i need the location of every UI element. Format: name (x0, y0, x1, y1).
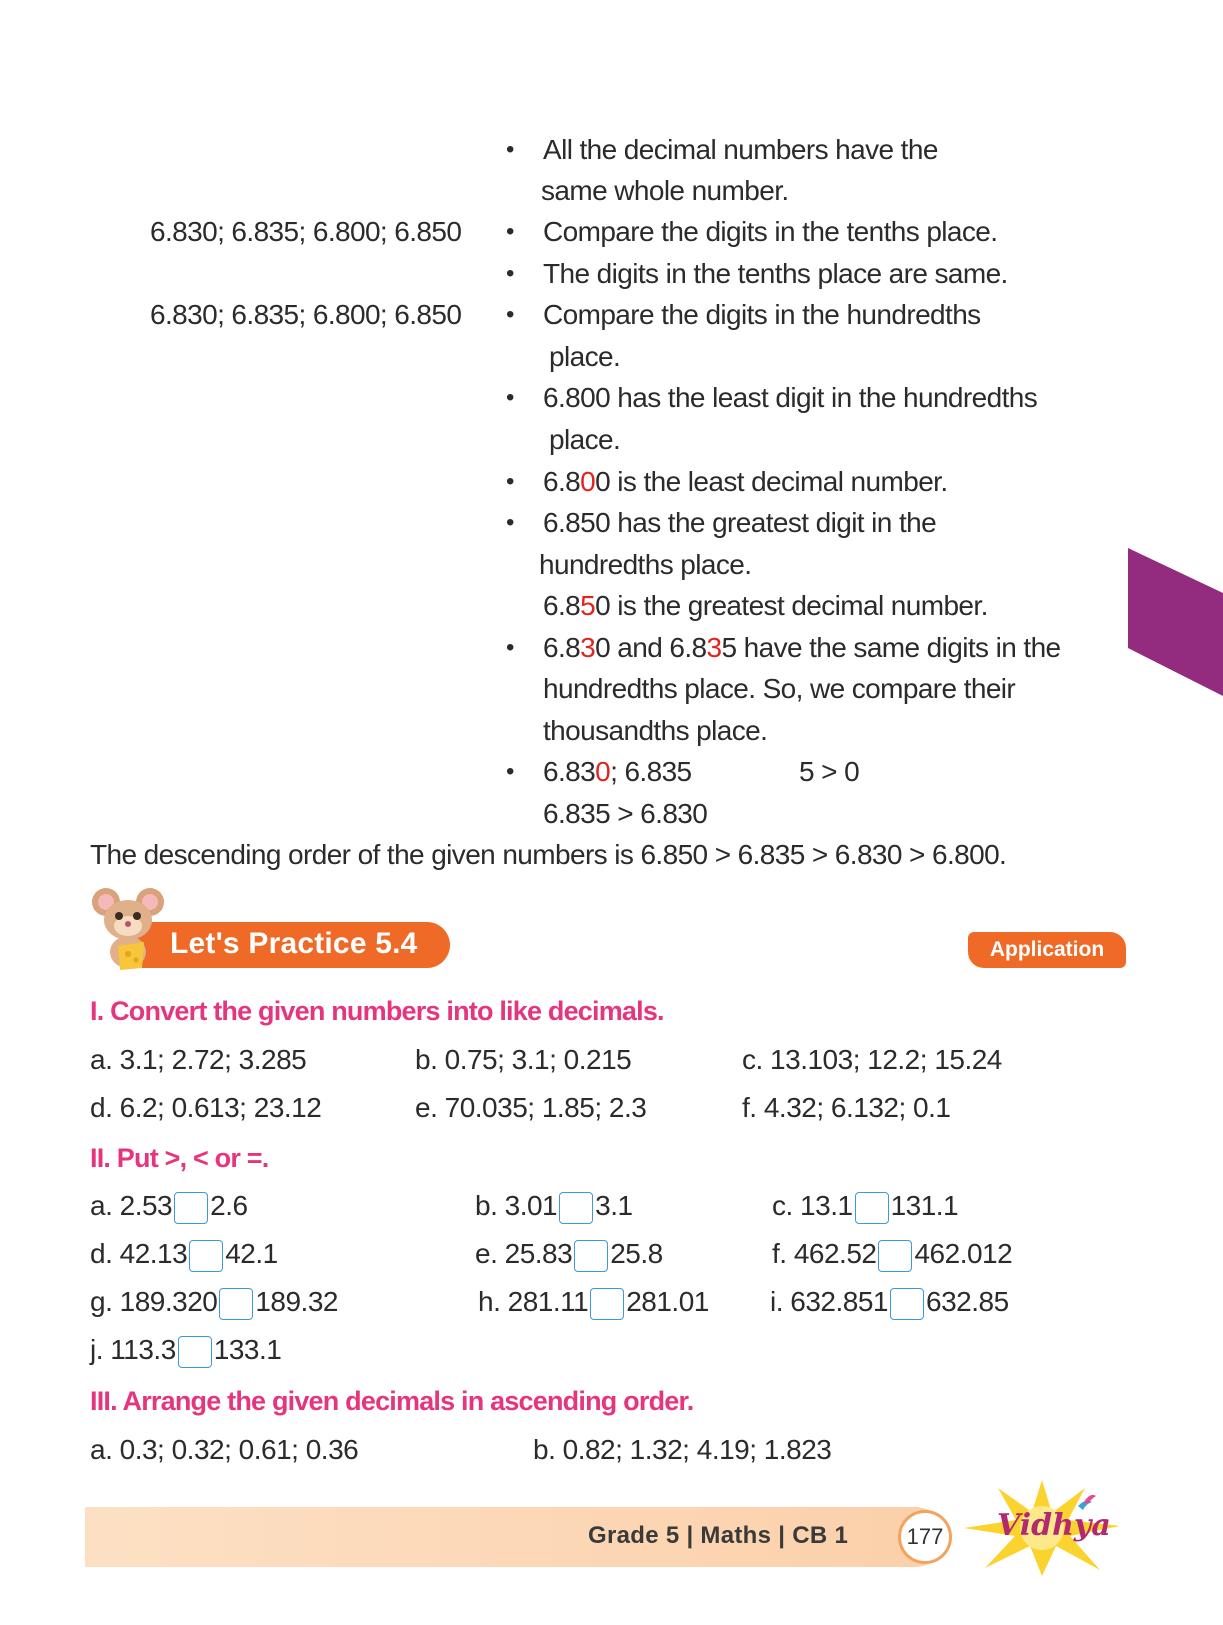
bullet-text: Compare the digits in the tenths place. (543, 216, 998, 247)
vidhya-logo-text: Vidhya (997, 1508, 1111, 1543)
conclusion-text: The descending order of the given numbers is 6.850 > 6.835 > 6.830 > 6.800. (90, 839, 1007, 870)
bullet-dot: • (506, 260, 515, 287)
bullet-dot: • (506, 218, 515, 245)
comparison-item: a. 2.53 2.6 (90, 1188, 248, 1224)
chapter-side-tab (1128, 548, 1223, 696)
bullet-text: same whole number. (541, 175, 789, 206)
list-item: a. 0.3; 0.32; 0.61; 0.36 (90, 1434, 359, 1465)
comparison-item: i. 632.851 632.85 (770, 1284, 1009, 1320)
comparison-text: 5 > 0 (799, 756, 860, 787)
bullet-dot: • (506, 301, 515, 328)
comparison-item: g. 189.320 189.32 (90, 1284, 338, 1320)
bullet-text: The digits in the tenths place are same. (543, 258, 1008, 289)
bullet-dot: • (506, 468, 515, 495)
bullet-dot: • (506, 758, 515, 785)
practice-banner (120, 922, 450, 968)
answer-box[interactable] (178, 1336, 212, 1368)
bullet-text: 6.800 has the least digit in the hundredths (543, 382, 1038, 413)
comparison-item: f. 462.52 462.012 (772, 1236, 1012, 1272)
bullet-dot: • (506, 634, 515, 661)
section-2-heading: II. Put >, < or =. (90, 1143, 269, 1173)
answer-box[interactable] (878, 1240, 912, 1272)
number-list-2: 6.830; 6.835; 6.800; 6.850 (150, 299, 462, 330)
footer-text: Grade 5 | Maths | CB 1 (588, 1522, 849, 1549)
bullet-text: 6.850 is the greatest decimal number. (543, 590, 988, 621)
bullet-text: place. (549, 424, 621, 455)
bullet-text: All the decimal numbers have the (543, 134, 938, 165)
bullet-dot: • (506, 136, 515, 163)
section-3-heading: III. Arrange the given decimals in ascending order. (90, 1386, 694, 1416)
comparison-item: c. 13.1 131.1 (772, 1188, 958, 1224)
comparison-item: d. 42.13 42.1 (90, 1236, 278, 1272)
bullet-dot: • (506, 384, 515, 411)
answer-box[interactable] (189, 1240, 223, 1272)
answer-box[interactable] (855, 1192, 889, 1224)
list-item: c. 13.103; 12.2; 15.24 (742, 1044, 1002, 1075)
answer-box[interactable] (559, 1192, 593, 1224)
list-item: f. 4.32; 6.132; 0.1 (742, 1092, 951, 1123)
practice-title: Let's Practice 5.4 (170, 927, 418, 960)
list-item: d. 6.2; 0.613; 23.12 (90, 1092, 322, 1123)
mouse-mascot-icon (88, 884, 168, 974)
bullet-text: hundredths place. (539, 549, 752, 580)
bullet-text: 6.850 has the greatest digit in the (543, 507, 937, 538)
list-item: b. 0.82; 1.32; 4.19; 1.823 (533, 1434, 832, 1465)
answer-box[interactable] (219, 1288, 253, 1320)
comparison-item: e. 25.83 25.8 (475, 1236, 663, 1272)
number-list-1: 6.830; 6.835; 6.800; 6.850 (150, 216, 462, 247)
bullet-text: 6.800 is the least decimal number. (543, 466, 948, 497)
list-item: a. 3.1; 2.72; 3.285 (90, 1044, 307, 1075)
bullet-text: thousandths place. (543, 715, 768, 746)
bullet-text: 6.830 and 6.835 have the same digits in the (543, 632, 1061, 663)
list-item: b. 0.75; 3.1; 0.215 (415, 1044, 632, 1075)
page-number: 177 (898, 1510, 952, 1564)
list-item: e. 70.035; 1.85; 2.3 (415, 1092, 647, 1123)
application-badge: Application (968, 932, 1126, 968)
answer-box[interactable] (174, 1192, 208, 1224)
answer-box[interactable] (574, 1240, 608, 1272)
bullet-text: hundredths place. So, we compare their (543, 673, 1016, 704)
comparison-item: j. 113.3 133.1 (90, 1332, 281, 1368)
answer-box[interactable] (590, 1288, 624, 1320)
bullet-text: place. (549, 341, 621, 372)
answer-box[interactable] (890, 1288, 924, 1320)
comparison-item: b. 3.01 3.1 (475, 1188, 633, 1224)
bullet-dot: • (506, 509, 515, 536)
bullet-text: Compare the digits in the hundredths (543, 299, 981, 330)
section-1-heading: I. Convert the given numbers into like decimals. (90, 996, 664, 1026)
comparison-item: h. 281.11 281.01 (478, 1284, 709, 1320)
bullet-text: 6.835 > 6.830 (543, 798, 708, 829)
bullet-text: 6.830; 6.835 (543, 756, 692, 787)
